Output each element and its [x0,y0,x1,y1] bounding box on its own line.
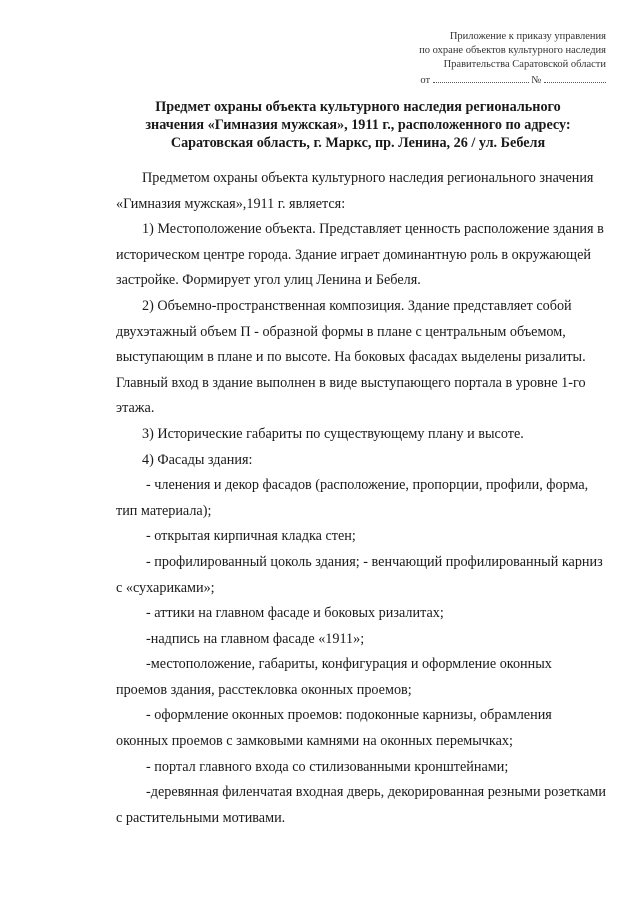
appendix-line-3: Правительства Саратовской области [443,59,606,70]
paragraph-intro: Предметом охраны объекта культурного наследия регионального значения «Гимназия мужская»,1911 г. является: [116,170,594,212]
paragraph-dimensions: 3) Исторические габариты по существующему плану и высоте. [142,425,524,442]
paragraph-facades: 4) Фасады здания: [142,451,253,468]
list-item: - профилированный цоколь здания; - венчающий профилированный карниз с «сухариками»; [116,553,603,596]
paragraph-composition: 2) Объемно-пространственная композиция. Здание представляет собой двухэтажный объем П - образной формы в плане с центральным объемом, выступающим в плане и по высоте. На боковых фасадах выделены ризалиты. Главный вход в здание выполнен в виде выступающего портала в уровне 1-го этажа. [116,297,586,417]
appendix-line-2: по охране объектов культурного наследия [419,45,606,56]
title-line-3: Саратовская область, г. Маркс, пр. Ленина, 26 / ул. Бебеля [170,135,546,151]
number-label: № [531,75,542,86]
list-item: -местоположение, габариты, конфигурация и оформление оконных проемов здания, расстекловка оконных проемов; [116,656,552,698]
list-item: - портал главного входа со стилизованными кронштейнами; [146,758,509,775]
title-line-1: Предмет охраны объекта культурного наследия регионального [155,99,561,115]
title-line-2: значения «Гимназия мужская», 1911 г., расположенного по адресу: [145,117,571,133]
list-item: - открытая кирпичная кладка стен; [146,528,356,545]
list-item: - оформление оконных проемов: подоконные карнизы, обрамления оконных проемов с замковыми камнями на оконных перемычках; [116,707,552,750]
document-body [116,166,606,831]
date-blank [433,72,529,83]
appendix-header [306,30,606,88]
appendix-date-number-line [306,72,606,88]
document-title [110,98,606,152]
from-label: от [420,75,431,86]
list-item: -деревянная филенчатая входная дверь, декорированная резными розетками с растительными мотивами. [116,784,606,826]
list-item: - членения и декор фасадов (расположение, пропорции, профили, форма, тип материала); [116,477,589,519]
number-blank [544,72,606,83]
paragraph-location: 1) Местоположение объекта. Представляет ценность расположение здания в историческом центре города. Здание играет доминантную роль в окружающей застройке. Формирует угол улиц Ленина и Бебеля. [116,221,604,289]
appendix-line-1: Приложение к приказу управления [449,31,606,42]
list-item: -надпись на главном фасаде «1911»; [146,630,365,647]
list-item: - аттики на главном фасаде и боковых ризалитах; [146,605,444,622]
